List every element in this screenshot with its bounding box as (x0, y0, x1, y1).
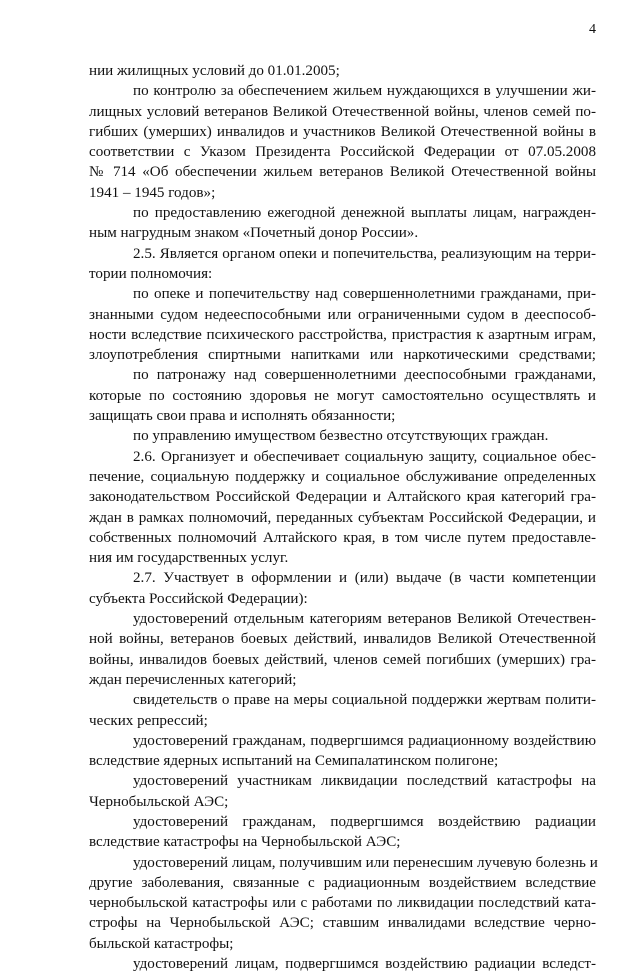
text-line: по контролю за обеспечением жильем нуждающихся в улучшении жи- (133, 83, 596, 100)
text-line: законодательством Российской Федерации и Алтайского края категорий гра- (89, 489, 596, 506)
text-line: свидетельств о праве на меры социальной поддержки жертвам полити- (133, 692, 596, 709)
text-line: удостоверений отдельным категориям ветеранов Великой Отечествен- (133, 611, 596, 628)
text-line: другие заболевания, связанные с радиационным воздействием вследствие (89, 874, 596, 891)
text-line: вследствие катастрофы на Чернобыльской АЭС; (89, 834, 401, 851)
text-line: ным нагрудным знаком «Почетный донор России». (89, 225, 419, 242)
text-line: ния им государственных услуг. (89, 550, 289, 567)
text-line: 2.6. Организует и обеспечивает социальную защиту, социальное обес- (133, 448, 596, 465)
text-line: быльской катастрофы; (89, 935, 234, 952)
text-line: удостоверений лицам, подвергшимся воздействию радиации вследст- (133, 956, 596, 973)
text-line: защищать свои права и исполнять обязанности; (89, 408, 396, 425)
text-line: удостоверений гражданам, подвергшимся воздействию радиации (133, 813, 596, 830)
text-line: печение, социальную поддержку и социальное обслуживание определенных (89, 468, 596, 485)
text-line: № 714 «Об обеспечении жильем ветеранов Великой Отечественной войны (89, 164, 596, 181)
text-line: по предоставлению ежегодной денежной выплаты лицам, награжден- (133, 205, 596, 222)
text-line: вследствие ядерных испытаний на Семипалатинском полигоне; (89, 753, 499, 770)
text-line: собственных полномочий Алтайского края, в том числе путем предоставле- (89, 529, 596, 546)
text-line: ждан перечисленных категорий; (89, 671, 297, 688)
text-line: чернобыльской катастрофы или с работами по ликвидации последствий ката- (89, 895, 596, 912)
text-line: нии жилищных условий до 01.01.2005; (89, 63, 340, 79)
text-line: войны, инвалидов боевых действий, членов семей погибших (умерших) гра- (89, 651, 596, 668)
text-line: ждан в рамках полномочий, переданных субъектам Российской Федерации, и (89, 509, 596, 526)
text-line: ной войны, ветеранов боевых действий, инвалидов Великой Отечественной (89, 631, 596, 648)
text-line: соответствии с Указом Президента Российской Федерации от 07.05.2008 (89, 144, 596, 161)
text-line: которые по состоянию здоровья не могут самостоятельно осуществлять и (89, 387, 596, 404)
text-line: 1941 – 1945 годов»; (89, 184, 216, 201)
text-line: гибших (умерших) инвалидов и участников Великой Отечественной войны в (89, 123, 596, 140)
text-line: удостоверений лицам, получившим или перенесшим лучевую болезнь и (133, 854, 598, 871)
text-line: тории полномочия: (89, 265, 213, 282)
text-line: строфы на Чернобыльской АЭС; ставшим инвалидами вследствие черно- (89, 915, 596, 932)
text-line: лищных условий ветеранов Великой Отечественной войны, членов семей по- (89, 103, 596, 120)
text-line: удостоверений гражданам, подвергшимся радиационному воздействию (133, 732, 596, 749)
text-line: 2.7. Участвует в оформлении и (или) выдаче (в части компетенции (133, 570, 596, 587)
text-line: ческих репрессий; (89, 712, 208, 729)
text-line: злоупотребления спиртными напитками или наркотическими средствами; (89, 347, 596, 364)
text-line: субъекта Российской Федерации): (89, 590, 308, 607)
text-line: по управлению имуществом безвестно отсутствующих граждан. (133, 428, 549, 445)
text-line: Чернобыльской АЭС; (89, 793, 229, 810)
text-line: удостоверений участникам ликвидации последствий катастрофы на (133, 773, 596, 790)
document-body (89, 61, 596, 974)
text-line: 2.5. Является органом опеки и попечительства, реализующим на терри- (133, 245, 596, 262)
text-line: по опеке и попечительству над совершеннолетними гражданами, при- (133, 286, 596, 303)
text-line: по патронажу над совершеннолетними дееспособными гражданами, (133, 367, 596, 384)
text-line: знанными судом недееспособными или ограниченными судом в дееспособ- (89, 306, 596, 323)
text-line: ности вследствие психического расстройства, пристрастия к азартным играм, (89, 326, 596, 343)
page-number: 4 (589, 22, 596, 37)
